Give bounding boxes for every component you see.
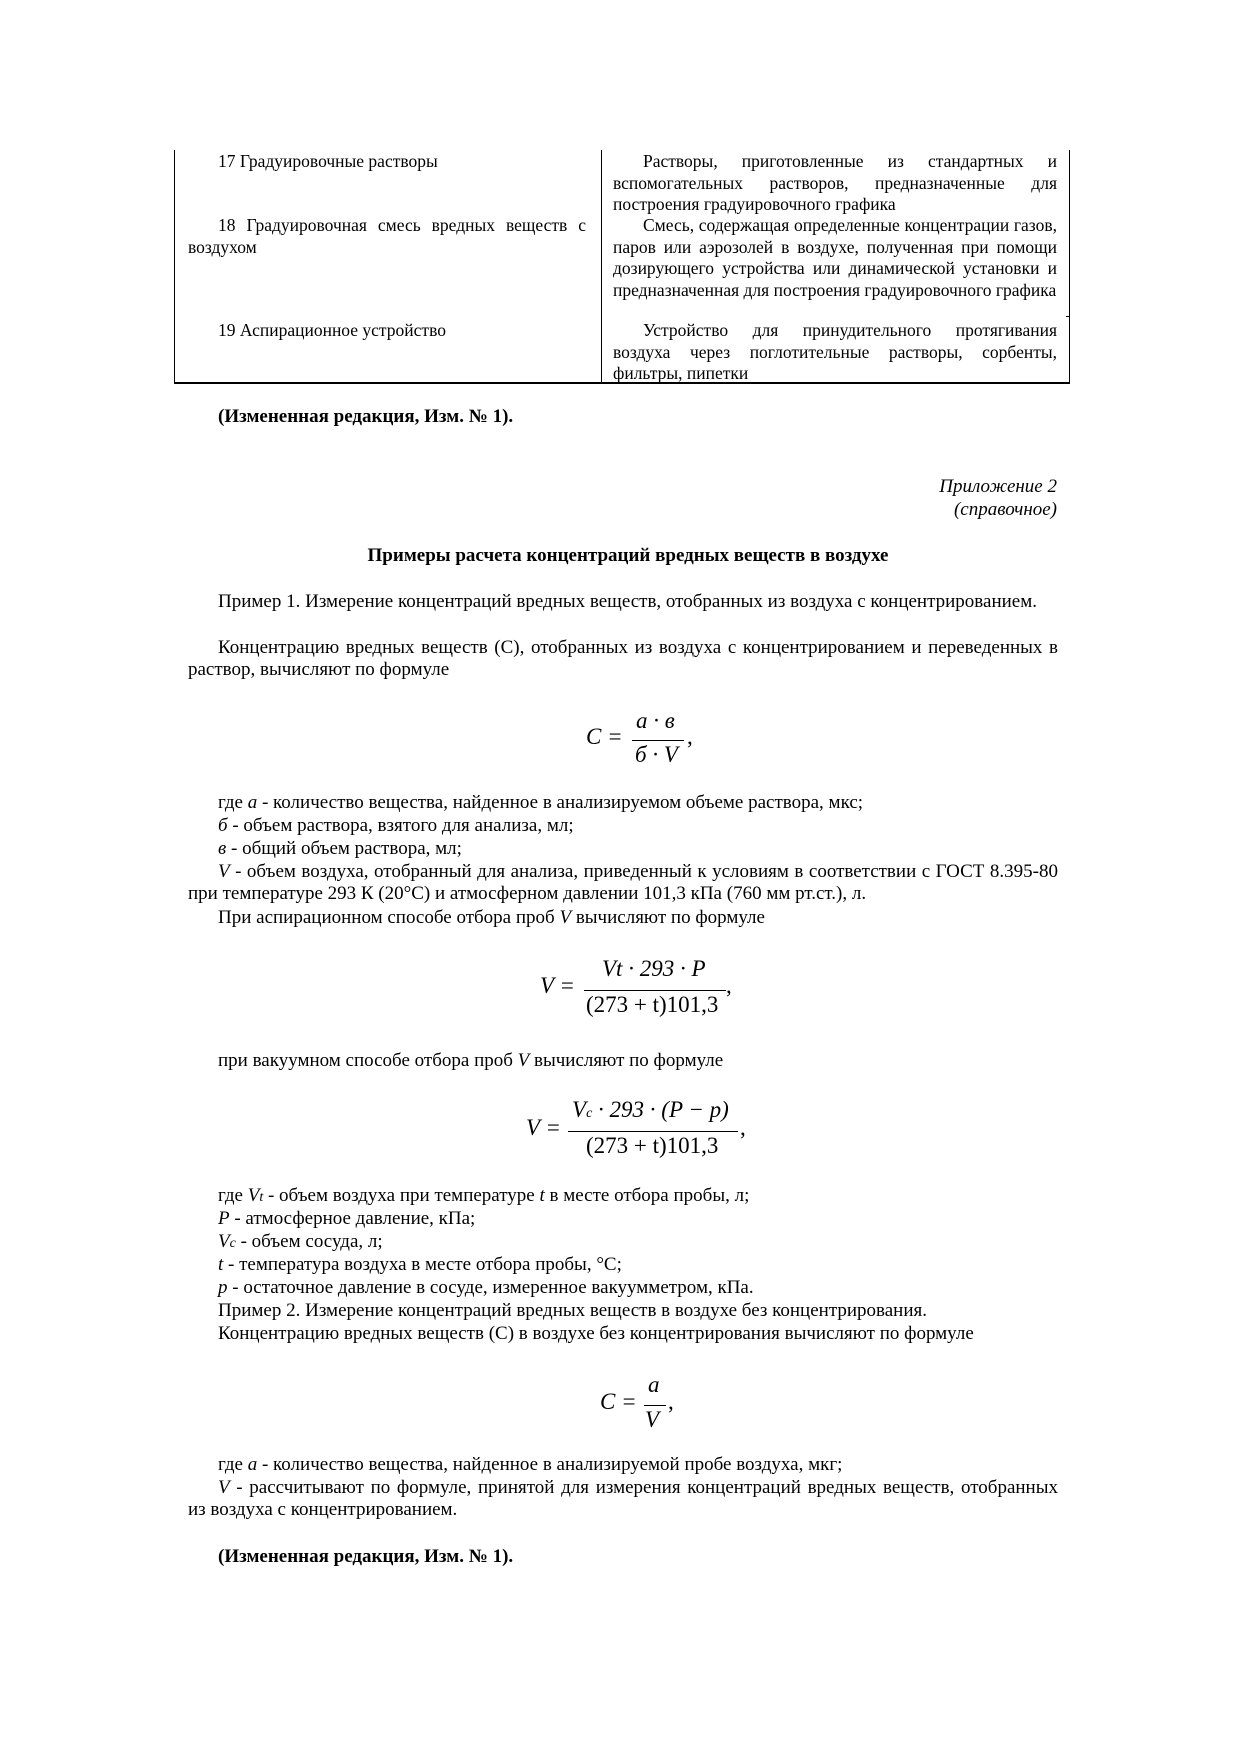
definition-symbol: P xyxy=(218,1208,230,1229)
definition-text: - атмосферное давление, кПа; xyxy=(229,1208,476,1229)
formula-lhs: V = xyxy=(540,973,575,998)
definition-symbol: p xyxy=(218,1277,228,1298)
definition-prefix: где xyxy=(218,792,248,813)
aspiration-text xyxy=(188,907,1058,929)
definition-prefix: где xyxy=(218,1185,248,1206)
definition-v-sample xyxy=(188,1477,1058,1521)
table-row-term: 19 Аспирационное устройство xyxy=(218,320,446,340)
definition-symbol: в xyxy=(218,838,227,859)
formula-concentration xyxy=(586,708,706,768)
vacuum-text xyxy=(188,1050,1058,1072)
definition-v xyxy=(188,838,1058,860)
revision-note: (Измененная редакция, Изм. № 1). xyxy=(218,1546,514,1567)
example1-intro: Пример 1. Измерение концентраций вредных веществ, отобранных из воздуха с концентрированием. xyxy=(218,591,1037,612)
formula-numerator: Vt · 293 · P xyxy=(602,956,706,981)
formula-denominator: (273 + t)101,3 xyxy=(586,992,719,1017)
fraction-bar xyxy=(568,1131,738,1132)
appendix-subtitle: (справочное) xyxy=(953,499,1057,520)
formula-numerator: a xyxy=(648,1372,660,1397)
definition-vt xyxy=(188,1185,1058,1209)
example2-intro: Пример 2. Измерение концентраций вредных веществ в воздухе без концентрирования. xyxy=(218,1300,928,1321)
example2-text: Концентрацию вредных веществ (С) в воздухе без концентрирования вычисляют по формуле xyxy=(218,1323,974,1344)
definition-p-residual xyxy=(188,1277,1058,1299)
vacuum-post: вычисляют по формуле xyxy=(529,1050,724,1071)
definition-symbol: V xyxy=(247,1185,260,1206)
definition-a xyxy=(188,792,1058,814)
definition-text-2: в месте отбора пробы, л; xyxy=(544,1185,750,1206)
table-row-term: 17 Градуировочные растворы xyxy=(218,151,438,171)
fraction-bar xyxy=(632,740,684,741)
definition-text: - объем воздуха при температуре xyxy=(263,1185,540,1206)
definition-symbol: V xyxy=(218,1231,230,1252)
aspiration-symbol: V xyxy=(559,907,572,928)
formula-aspiration-volume xyxy=(540,956,740,1020)
formula-numerator-rest: · 293 · (P − p) xyxy=(592,1097,729,1122)
formula-numerator xyxy=(572,1097,729,1123)
formula-vacuum-volume xyxy=(526,1097,756,1161)
definition-text: - объем раствора, взятого для анализа, мл; xyxy=(227,815,574,836)
formula-denominator: (273 + t)101,3 xyxy=(586,1133,719,1158)
definition-prefix: где xyxy=(218,1454,248,1475)
formula-direct-concentration xyxy=(600,1372,690,1434)
table-right-border xyxy=(1069,150,1070,383)
definition-a-sample xyxy=(188,1454,1058,1476)
section-heading: Примеры расчета концентраций вредных веществ в воздухе xyxy=(367,545,889,566)
formula-numerator-sub: c xyxy=(586,1106,593,1121)
fraction-bar xyxy=(584,990,726,991)
definition-text: - общий объем раствора, мл; xyxy=(226,838,462,859)
vacuum-symbol: V xyxy=(517,1050,530,1071)
formula-denominator: V xyxy=(645,1407,660,1432)
definition-symbol: V xyxy=(218,861,230,882)
definition-volume xyxy=(188,861,1058,905)
definition-symbol: а xyxy=(247,792,258,813)
definition-text: - объем воздуха, отобранный для анализа, приведенный к условиям в соответствии с ГОСТ 8.395-80 при температуре 293 К (20°С) и атмосферном давлении 101,3 кПа (760 мм рт.ст.), л. xyxy=(188,861,1058,904)
appendix-title: Приложение 2 xyxy=(939,476,1057,497)
definition-text: - остаточное давление в сосуде, измеренное вакуумметром, кПа. xyxy=(227,1277,754,1298)
formula-tail: , xyxy=(668,1389,674,1414)
example1-text: Концентрацию вредных веществ (С), отобранных из воздуха с концентрированием и переведенных в раствор, вычисляют по формуле xyxy=(188,637,1058,680)
table-column-divider xyxy=(601,150,602,383)
definition-symbol: V xyxy=(218,1477,230,1498)
formula-tail: , xyxy=(687,724,693,749)
formula-lhs: C = xyxy=(586,724,623,749)
formula-tail: , xyxy=(740,1115,746,1140)
formula-lhs: V = xyxy=(526,1115,561,1140)
formula-numerator-v: V xyxy=(572,1097,587,1122)
definition-symbol: а xyxy=(247,1454,258,1475)
formula-numerator: а · в xyxy=(636,708,675,733)
table-row-term: 18 Градуировочная смесь вредных веществ с воздухом xyxy=(188,215,586,257)
formula-lhs: C = xyxy=(600,1389,637,1414)
definition-p xyxy=(188,1208,1058,1230)
definition-text: - количество вещества, найденное в анализируемом объеме раствора, мкс; xyxy=(257,792,864,813)
definition-text: - температура воздуха в месте отбора пробы, °С; xyxy=(223,1254,622,1275)
vacuum-pre: при вакуумном способе отбора проб xyxy=(218,1050,518,1071)
definition-text: - количество вещества, найденное в анализируемой пробе воздуха, мкг; xyxy=(257,1454,843,1475)
revision-note: (Измененная редакция, Изм. № 1). xyxy=(218,406,514,427)
table-row-definition: Растворы, приготовленные из стандартных и вспомогательных растворов, предназначенные для построения градуировочного графика xyxy=(613,151,1057,214)
definition-symbol: б xyxy=(218,815,228,836)
definition-text: - объем сосуда, л; xyxy=(235,1231,383,1252)
definition-symbol: t xyxy=(218,1254,224,1275)
table-left-border xyxy=(174,150,175,383)
row-separator-right xyxy=(1066,316,1070,317)
definition-vc xyxy=(188,1231,1058,1255)
definition-text: - рассчитывают по формуле, принятой для измерения концентраций вредных веществ, отобранных из воздуха с концентрированием. xyxy=(188,1477,1058,1520)
definition-symbol-2: t xyxy=(539,1185,545,1206)
definition-subscript: t xyxy=(259,1190,264,1205)
definition-t xyxy=(188,1254,1058,1276)
definition-subscript: c xyxy=(229,1236,236,1251)
formula-denominator: б · V xyxy=(635,742,678,767)
definition-b xyxy=(188,815,1058,837)
formula-tail: , xyxy=(726,973,732,998)
table-row-definition: Смесь, содержащая определенные концентрации газов, паров или аэрозолей в воздухе, полученная при помощи дозирующего устройства или динамической установки и предназначенная для построения градуировочного графика xyxy=(613,215,1057,300)
aspiration-post: вычисляют по формуле xyxy=(571,907,765,928)
aspiration-pre: При аспирационном способе отбора проб xyxy=(218,907,560,928)
table-row-definition: Устройство для принудительного протягивания воздуха через поглотительные растворы, сорбенты, фильтры, пипетки xyxy=(613,320,1057,383)
fraction-bar xyxy=(644,1405,666,1406)
